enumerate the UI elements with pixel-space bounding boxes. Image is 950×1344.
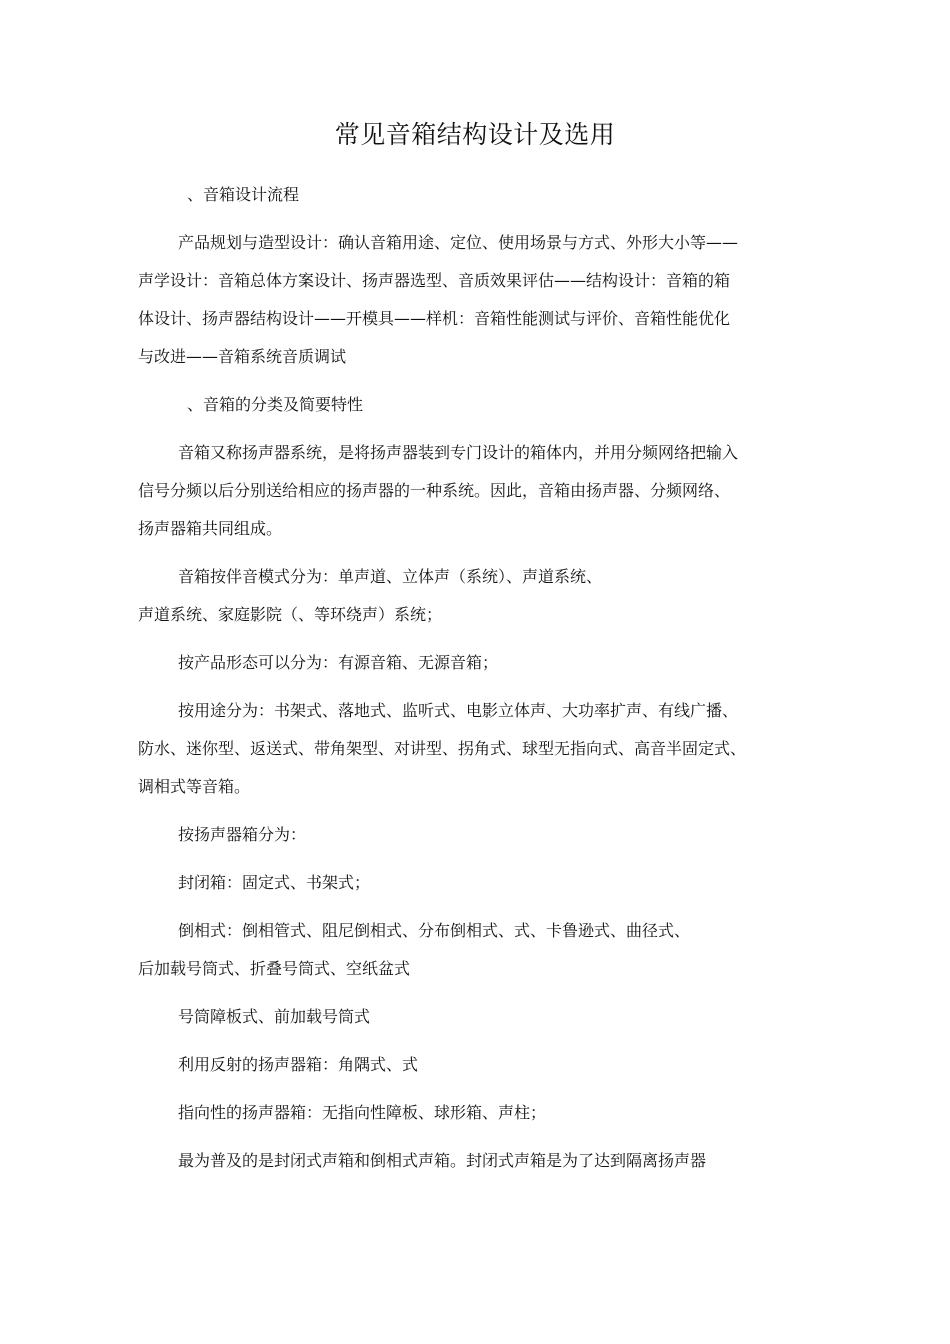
paragraph-line: 与改进——音箱系统音质调试 xyxy=(138,347,347,366)
paragraph-line: 产品规划与造型设计：确认音箱用途、定位、使用场景与方式、外形大小等—— xyxy=(178,233,739,252)
document-title: 常见音箱结构设计及选用 xyxy=(334,120,616,149)
paragraph-line: 封闭箱：固定式、书架式； xyxy=(178,873,371,892)
paragraph-line: 号筒障板式、前加载号筒式 xyxy=(178,1007,371,1026)
section-heading-classification: 、音箱的分类及简要特性 xyxy=(187,395,364,414)
paragraph-line: 指向性的扬声器箱：无指向性障板、球形箱、声柱； xyxy=(178,1103,547,1122)
paragraph-line: 音箱按伴音模式分为：单声道、立体声（系统）、声道系统、 xyxy=(178,567,603,586)
paragraph-line: 扬声器箱共同组成。 xyxy=(138,519,283,538)
paragraph-line: 体设计、扬声器结构设计——开模具——样机：音箱性能测试与评价、音箱性能优化 xyxy=(138,309,731,328)
paragraph-line: 最为普及的是封闭式声箱和倒相式声箱。封闭式声箱是为了达到隔离扬声器 xyxy=(178,1151,707,1170)
paragraph-line: 倒相式：倒相管式、阻尼倒相式、分布倒相式、式、卡鲁逊式、曲径式、 xyxy=(178,921,691,940)
paragraph-line: 音箱又称扬声器系统，是将扬声器装到专门设计的箱体内，并用分频网络把输入 xyxy=(178,443,739,462)
paragraph-line: 声道系统、家庭影院（、等环绕声）系统； xyxy=(138,605,443,624)
paragraph-line: 后加载号筒式、折叠号筒式、空纸盆式 xyxy=(138,959,411,978)
paragraph-line: 按用途分为：书架式、落地式、监听式、电影立体声、大功率扩声、有线广播、 xyxy=(178,701,739,720)
paragraph-line: 利用反射的扬声器箱：角隅式、式 xyxy=(178,1055,419,1074)
section-heading-design-process: 、音箱设计流程 xyxy=(187,185,300,204)
paragraph-line: 防水、迷你型、返送式、带角架型、对讲型、拐角式、球型无指向式、高音半固定式、 xyxy=(138,739,747,758)
paragraph-line: 按扬声器箱分为： xyxy=(178,825,307,844)
paragraph-line: 声学设计：音箱总体方案设计、扬声器选型、音质效果评估——结构设计：音箱的箱 xyxy=(138,271,731,290)
paragraph-line: 调相式等音箱。 xyxy=(138,777,251,796)
paragraph-line: 按产品形态可以分为：有源音箱、无源音箱； xyxy=(178,653,499,672)
paragraph-line: 信号分频以后分别送给相应的扬声器的一种系统。因此，音箱由扬声器、分频网络、 xyxy=(138,481,731,500)
